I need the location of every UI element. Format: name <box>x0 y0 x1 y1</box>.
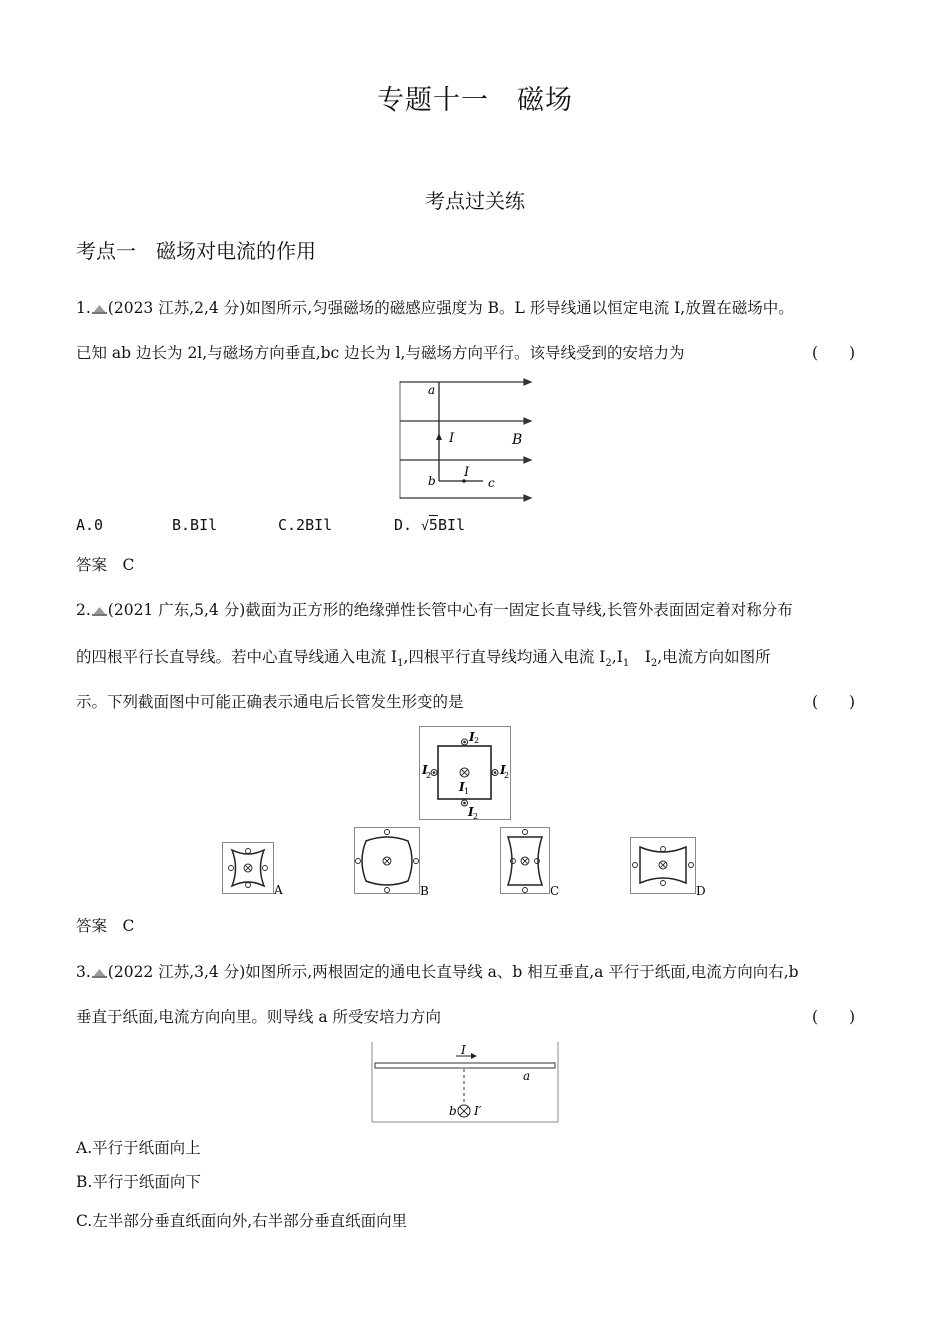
section-heading: 考点一 磁场对电流的作用 <box>76 239 316 263</box>
q2-choice-b-figure <box>354 827 432 897</box>
q1-label-I-horizontal: I <box>464 465 470 480</box>
q3-option-a: A.平行于纸面向上 <box>76 1139 201 1157</box>
q2-answer-paren: ( ) <box>812 693 856 711</box>
q2-label-I2-left: I <box>422 763 428 777</box>
q3-label-a: a <box>523 1069 531 1083</box>
q1-option-b: B.BIl <box>172 516 218 534</box>
q2-center-wire-into-page-icon <box>460 768 469 777</box>
q1-label-a: a <box>428 383 436 397</box>
q1-option-a: A.0 <box>76 516 104 534</box>
q1-label-c: c <box>488 476 495 490</box>
star-icon <box>92 304 107 314</box>
q3-answer-paren: ( ) <box>812 1008 856 1026</box>
q3-option-c: C.左半部分垂直纸面向外,右半部分垂直纸面向里 <box>76 1212 408 1230</box>
q2-label-I2-right-sub: 2 <box>504 771 510 780</box>
q3-label-I: I <box>461 1043 466 1057</box>
q1-line2: 已知 ab 边长为 2l,与磁场方向垂直,bc 边长为 l,与磁场方向平行。该导线受到的安培力为 <box>76 344 685 362</box>
q2-label-I2-top-sub: 2 <box>474 736 480 745</box>
star-icon <box>92 606 107 616</box>
sqrt-symbol: √ <box>421 519 429 534</box>
q1-label-B: B <box>512 432 523 448</box>
q2-label-I1: I <box>459 780 465 794</box>
q2-choice-a-figure <box>222 842 288 896</box>
page-title: 专题十一 磁场 <box>377 85 573 116</box>
q2-choice-c-figure <box>500 827 562 897</box>
q2-main-figure <box>419 726 511 820</box>
q3-option-b: B.平行于纸面向下 <box>76 1173 201 1191</box>
q1-answer-paren: ( ) <box>812 344 856 362</box>
q1-figure <box>398 377 534 503</box>
q2-line1: 2. (2021 广东,5,4 分)截面为正方形的绝缘弹性长管中心有一固定长直导线,长管外表面固定着对称分布 <box>76 601 793 619</box>
q2-line2: 的四根平行长直导线。若中心直导线通入电流 $I_1$,四根平行直导线均通入电流 $I_2,I_1$ $I_2$,电流方向如图所 <box>76 648 771 669</box>
q2-choice-d-figure <box>630 837 710 897</box>
q3-label-b: b <box>449 1104 457 1118</box>
q2-label-I2-right: I <box>500 763 506 777</box>
q2-choice-d-label: D <box>696 884 706 897</box>
q1-option-d: D. √5BIl <box>394 516 466 534</box>
page-subtitle: 考点过关练 <box>425 189 525 213</box>
q3-wire-a <box>375 1063 555 1068</box>
q2-label-I1-sub: 1 <box>464 787 470 796</box>
q3-figure <box>371 1042 559 1124</box>
q3-wire-b-into-page-icon <box>458 1105 470 1117</box>
q2-choice-c-label: C <box>550 884 560 897</box>
q2-label-I2-bottom-sub: 2 <box>473 812 479 820</box>
q1-label-I-vertical: I <box>449 431 455 446</box>
q2-label-I2-left-sub: 2 <box>426 771 432 780</box>
q1-current-arrow-up <box>436 433 442 440</box>
q1-option-c: C.2BIl <box>278 516 333 534</box>
q1-answer: 答案 C <box>76 556 135 574</box>
q2-choice-b-label: B <box>420 884 429 897</box>
q1-l-wire <box>439 382 483 481</box>
q1-label-b: b <box>428 474 436 488</box>
q3-line2: 垂直于纸面,电流方向向里。则导线 a 所受安培力方向 <box>76 1008 442 1026</box>
q2-label-I2-bottom: I <box>468 805 474 819</box>
q2-choice-a-label: A <box>274 883 283 896</box>
star-icon <box>92 968 107 978</box>
q3-current-arrowhead <box>471 1053 477 1059</box>
q2-answer: 答案 C <box>76 917 135 935</box>
q2-label-I2-top: I <box>469 730 475 744</box>
q1-line1: 1. (2023 江苏,2,4 分)如图所示,匀强磁场的磁感应强度为 B。L 形导线通以恒定电流 I,放置在磁场中。 <box>76 299 794 317</box>
q2-line3: 示。下列截面图中可能正确表示通电后长管发生形变的是 <box>76 693 464 711</box>
q3-line1: 3. (2022 江苏,3,4 分)如图所示,两根固定的通电长直导线 a、b 相互垂直,a 平行于纸面,电流方向向右,b <box>76 963 799 981</box>
q3-label-I-prime: I′ <box>474 1104 482 1118</box>
